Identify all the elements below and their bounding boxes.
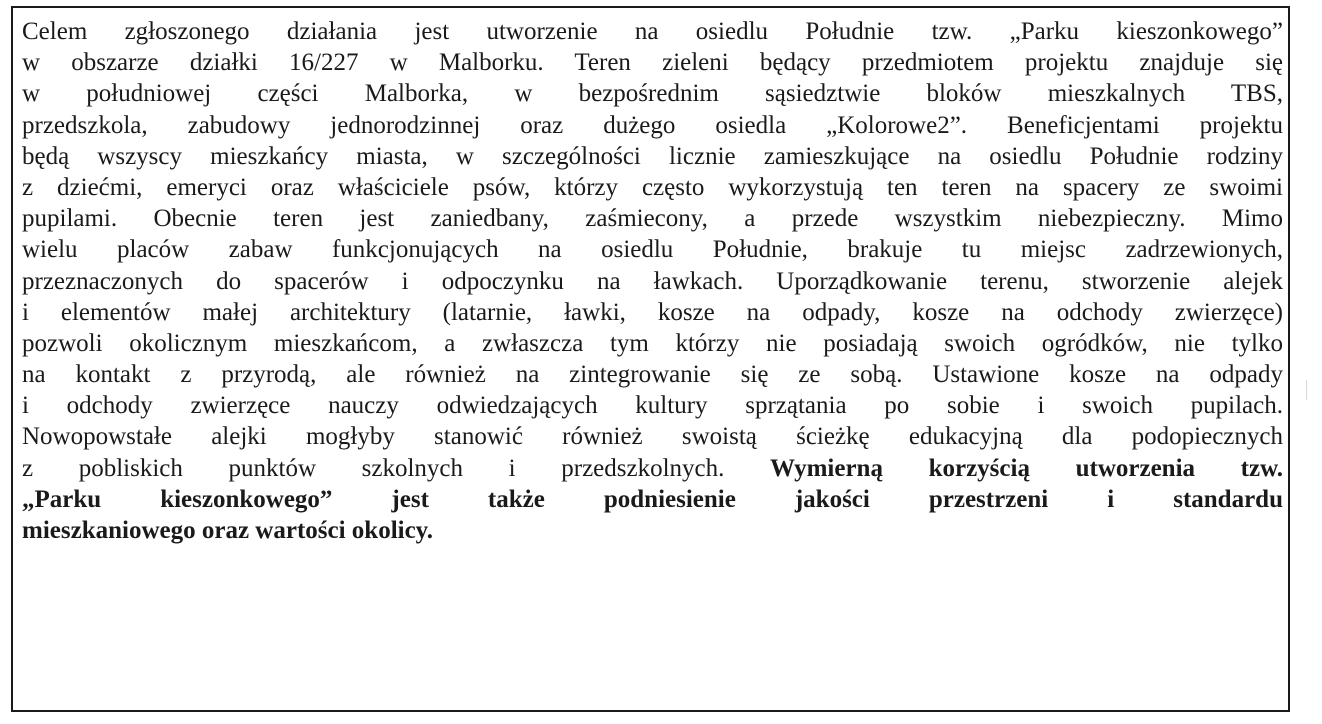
paragraph-line: w południowej części Malborka, w bezpośrednim sąsiedztwie bloków mieszkalnych TBS,	[22, 80, 1283, 108]
document-frame	[11, 6, 1290, 712]
paragraph-line: pupilami. Obecnie teren jest zaniedbany, zaśmiecony, a przede wszystkim niebezpieczny. Mimo	[22, 205, 1283, 233]
scan-edge-mark	[1306, 380, 1307, 400]
paragraph-line: Nowopowstałe alejki mogłyby stanowić również swoistą ścieżkę edukacyjną dla podopiecznych	[22, 423, 1283, 451]
paragraph-line-regular-part: z pobliskich punktów szkolnych i przedszkolnych.	[22, 454, 725, 482]
paragraph-line: na kontakt z przyrodą, ale również na zintegrowanie się ze sobą. Ustawione kosze na odpady	[22, 361, 1283, 389]
paragraph-line: wielu placów zabaw funkcjonujących na osiedlu Południe, brakuje tu miejsc zadrzewionych,	[22, 236, 1283, 264]
paragraph-line: Celem zgłoszonego działania jest utworzenie na osiedlu Południe tzw. „Parku kieszonkowego”	[22, 18, 1283, 45]
paragraph-line-mixed	[22, 453, 1283, 484]
paragraph-line: z dziećmi, emeryci oraz właściciele psów, którzy często wykorzystują ten teren na spacery ze swoimi	[22, 173, 1283, 201]
paragraph-line: i odchody zwierzęce nauczy odwiedzających kultury sprzątania po sobie i swoich pupilach.	[22, 392, 1283, 420]
paragraph-line: i elementów małej architektury (latarnie, ławki, kosze na odpady, kosze na odchody zwierzęce)	[22, 298, 1283, 326]
paragraph-line-bold: „Parku kieszonkowego” jest także podniesienie jakości przestrzeni i standardu	[22, 485, 1283, 513]
document-paragraph	[22, 16, 1283, 546]
paragraph-line: w obszarze działki 16/227 w Malborku. Teren zieleni będący przedmiotem projektu znajduje się	[22, 49, 1283, 77]
paragraph-line: przedszkola, zabudowy jednorodzinnej oraz dużego osiedla „Kolorowe2”. Beneficjentami projektu	[22, 111, 1283, 139]
paragraph-line: przeznaczonych do spacerów i odpoczynku na ławkach. Uporządkowanie terenu, stworzenie alejek	[22, 267, 1283, 295]
paragraph-line: będą wszyscy mieszkańcy miasta, w szczególności licznie zamieszkujące na osiedlu Południe rodziny	[22, 142, 1283, 170]
paragraph-line: pozwoli okolicznym mieszkańcom, a zwłaszcza tym którzy nie posiadają swoich ogródków, nie tylko	[22, 329, 1283, 357]
paragraph-line-bold-part: Wymierną korzyścią utworzenia tzw.	[770, 454, 1283, 482]
paragraph-line-bold-last: mieszkaniowego oraz wartości okolicy.	[22, 517, 434, 544]
